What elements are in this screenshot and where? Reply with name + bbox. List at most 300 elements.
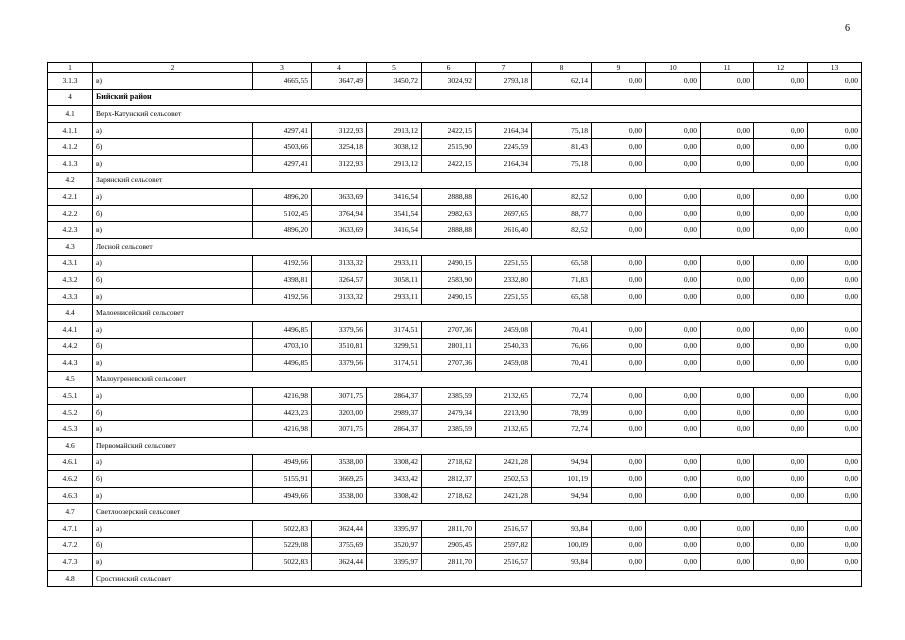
value-cell: 3633,69 <box>312 189 367 206</box>
value-cell: 0,00 <box>754 521 808 538</box>
section-row <box>48 106 862 123</box>
row-variant-label: б) <box>93 471 253 488</box>
column-header: 5 <box>367 63 422 73</box>
section-row <box>48 238 862 255</box>
value-cell: 2385,59 <box>422 421 476 438</box>
value-cell: 4216,98 <box>253 421 312 438</box>
row-variant-label: а) <box>93 521 253 538</box>
value-cell: 3520,97 <box>367 537 422 554</box>
table-row <box>48 155 862 172</box>
column-header: 6 <box>422 63 476 73</box>
value-cell: 3133,32 <box>312 255 367 272</box>
value-cell: 0,00 <box>646 321 701 338</box>
value-cell: 0,00 <box>754 554 808 571</box>
tariff-table <box>47 62 862 587</box>
row-variant-label: б) <box>93 272 253 289</box>
value-cell: 70,41 <box>532 321 592 338</box>
value-cell: 0,00 <box>701 272 754 289</box>
table-row <box>48 189 862 206</box>
row-code: 4.1.2 <box>48 139 93 156</box>
value-cell: 0,00 <box>754 454 808 471</box>
value-cell: 0,00 <box>646 222 701 239</box>
value-cell: 0,00 <box>592 338 646 355</box>
value-cell: 4192,56 <box>253 255 312 272</box>
value-cell: 0,00 <box>754 537 808 554</box>
column-header: 8 <box>532 63 592 73</box>
value-cell: 3669,25 <box>312 471 367 488</box>
value-cell: 3538,00 <box>312 454 367 471</box>
value-cell: 0,00 <box>592 355 646 372</box>
row-code: 4.5.2 <box>48 404 93 421</box>
value-cell: 0,00 <box>701 122 754 139</box>
row-title: Светлоозерский сельсовет <box>93 504 862 521</box>
row-title: Малоенисейский сельсовет <box>93 305 862 322</box>
value-cell: 2989,37 <box>367 404 422 421</box>
row-code: 4.1.3 <box>48 155 93 172</box>
value-cell: 0,00 <box>754 288 808 305</box>
value-cell: 2515,90 <box>422 139 476 156</box>
value-cell: 0,00 <box>808 139 862 156</box>
value-cell: 0,00 <box>808 73 862 90</box>
value-cell: 82,52 <box>532 189 592 206</box>
value-cell: 0,00 <box>701 554 754 571</box>
value-cell: 0,00 <box>754 139 808 156</box>
value-cell: 3633,69 <box>312 222 367 239</box>
value-cell: 2132,65 <box>476 421 532 438</box>
value-cell: 0,00 <box>701 471 754 488</box>
value-cell: 0,00 <box>701 321 754 338</box>
value-cell: 101,19 <box>532 471 592 488</box>
row-code: 4.8 <box>48 570 93 587</box>
value-cell: 3433,42 <box>367 471 422 488</box>
row-title: Первомайский сельсовет <box>93 438 862 455</box>
column-header: 4 <box>312 63 367 73</box>
table-row <box>48 338 862 355</box>
row-variant-label: в) <box>93 554 253 571</box>
value-cell: 0,00 <box>701 189 754 206</box>
value-cell: 0,00 <box>646 189 701 206</box>
value-cell: 2132,65 <box>476 388 532 405</box>
value-cell: 82,52 <box>532 222 592 239</box>
value-cell: 2812,37 <box>422 471 476 488</box>
value-cell: 2540,33 <box>476 338 532 355</box>
value-cell: 0,00 <box>592 189 646 206</box>
column-header: 7 <box>476 63 532 73</box>
value-cell: 0,00 <box>808 388 862 405</box>
row-variant-label: в) <box>93 155 253 172</box>
value-cell: 0,00 <box>754 355 808 372</box>
value-cell: 0,00 <box>754 404 808 421</box>
value-cell: 3764,94 <box>312 205 367 222</box>
value-cell: 3379,56 <box>312 321 367 338</box>
value-cell: 4503,66 <box>253 139 312 156</box>
value-cell: 75,18 <box>532 122 592 139</box>
column-header: 12 <box>754 63 808 73</box>
value-cell: 2888,88 <box>422 189 476 206</box>
value-cell: 0,00 <box>646 521 701 538</box>
section-row <box>48 305 862 322</box>
value-cell: 2933,11 <box>367 288 422 305</box>
value-cell: 0,00 <box>701 288 754 305</box>
value-cell: 2811,70 <box>422 521 476 538</box>
value-cell: 0,00 <box>646 288 701 305</box>
value-cell: 0,00 <box>646 255 701 272</box>
row-variant-label: а) <box>93 388 253 405</box>
value-cell: 0,00 <box>808 272 862 289</box>
value-cell: 0,00 <box>808 421 862 438</box>
value-cell: 2718,62 <box>422 487 476 504</box>
section-row <box>48 371 862 388</box>
value-cell: 0,00 <box>701 255 754 272</box>
row-code: 4.3.1 <box>48 255 93 272</box>
column-header: 9 <box>592 63 646 73</box>
row-variant-label: в) <box>93 222 253 239</box>
value-cell: 3450,72 <box>367 73 422 90</box>
value-cell: 2616,40 <box>476 189 532 206</box>
row-code: 4 <box>48 89 93 106</box>
value-cell: 5022,83 <box>253 554 312 571</box>
row-code: 4.2.3 <box>48 222 93 239</box>
value-cell: 0,00 <box>592 471 646 488</box>
value-cell: 100,09 <box>532 537 592 554</box>
value-cell: 2933,11 <box>367 255 422 272</box>
value-cell: 0,00 <box>646 421 701 438</box>
row-code: 4.7 <box>48 504 93 521</box>
value-cell: 0,00 <box>592 272 646 289</box>
section-row <box>48 570 862 587</box>
value-cell: 2583,90 <box>422 272 476 289</box>
value-cell: 3122,93 <box>312 122 367 139</box>
value-cell: 5155,91 <box>253 471 312 488</box>
row-variant-label: б) <box>93 338 253 355</box>
region-row <box>48 89 862 106</box>
row-code: 4.6.2 <box>48 471 93 488</box>
table-row <box>48 122 862 139</box>
value-cell: 0,00 <box>701 521 754 538</box>
value-cell: 0,00 <box>808 471 862 488</box>
value-cell: 2864,37 <box>367 388 422 405</box>
value-cell: 2801,11 <box>422 338 476 355</box>
value-cell: 4297,41 <box>253 155 312 172</box>
value-cell: 0,00 <box>646 355 701 372</box>
value-cell: 0,00 <box>701 404 754 421</box>
value-cell: 4896,20 <box>253 189 312 206</box>
value-cell: 0,00 <box>808 122 862 139</box>
row-variant-label: б) <box>93 205 253 222</box>
section-row <box>48 438 862 455</box>
row-variant-label: в) <box>93 355 253 372</box>
row-variant-label: а) <box>93 189 253 206</box>
value-cell: 0,00 <box>592 155 646 172</box>
row-code: 4.4.3 <box>48 355 93 372</box>
value-cell: 0,00 <box>754 487 808 504</box>
value-cell: 0,00 <box>754 255 808 272</box>
value-cell: 4496,85 <box>253 321 312 338</box>
row-code: 4.3 <box>48 238 93 255</box>
table-body <box>48 73 862 587</box>
value-cell: 0,00 <box>754 73 808 90</box>
value-cell: 2793,18 <box>476 73 532 90</box>
value-cell: 2516,57 <box>476 554 532 571</box>
table-row <box>48 537 862 554</box>
value-cell: 2385,59 <box>422 388 476 405</box>
value-cell: 3624,44 <box>312 521 367 538</box>
value-cell: 3264,57 <box>312 272 367 289</box>
value-cell: 2707,36 <box>422 355 476 372</box>
value-cell: 2490,15 <box>422 255 476 272</box>
value-cell: 0,00 <box>646 122 701 139</box>
value-cell: 0,00 <box>592 288 646 305</box>
value-cell: 0,00 <box>808 205 862 222</box>
value-cell: 0,00 <box>701 73 754 90</box>
value-cell: 0,00 <box>592 521 646 538</box>
row-title: Зарянский сельсовет <box>93 172 862 189</box>
value-cell: 0,00 <box>808 255 862 272</box>
value-cell: 0,00 <box>646 338 701 355</box>
row-code: 4.5.3 <box>48 421 93 438</box>
row-variant-label: б) <box>93 537 253 554</box>
value-cell: 2502,53 <box>476 471 532 488</box>
value-cell: 0,00 <box>754 122 808 139</box>
value-cell: 2164,34 <box>476 122 532 139</box>
value-cell: 0,00 <box>754 388 808 405</box>
row-title: Сростинский сельсовет <box>93 570 862 587</box>
value-cell: 0,00 <box>646 272 701 289</box>
value-cell: 2616,40 <box>476 222 532 239</box>
table-row <box>48 222 862 239</box>
row-title: Лесной сельсовет <box>93 238 862 255</box>
value-cell: 2490,15 <box>422 288 476 305</box>
row-code: 4.7.1 <box>48 521 93 538</box>
value-cell: 3024,92 <box>422 73 476 90</box>
table-row <box>48 255 862 272</box>
value-cell: 0,00 <box>754 272 808 289</box>
value-cell: 2459,08 <box>476 321 532 338</box>
row-code: 4.7.3 <box>48 554 93 571</box>
value-cell: 0,00 <box>754 321 808 338</box>
row-code: 4.6 <box>48 438 93 455</box>
row-title: Бийский район <box>93 89 862 106</box>
column-header: 3 <box>253 63 312 73</box>
value-cell: 2213,90 <box>476 404 532 421</box>
value-cell: 3510,81 <box>312 338 367 355</box>
row-code: 4.6.1 <box>48 454 93 471</box>
value-cell: 3071,75 <box>312 421 367 438</box>
value-cell: 2421,28 <box>476 487 532 504</box>
value-cell: 0,00 <box>754 222 808 239</box>
value-cell: 0,00 <box>701 421 754 438</box>
value-cell: 65,58 <box>532 288 592 305</box>
value-cell: 2905,45 <box>422 537 476 554</box>
value-cell: 70,41 <box>532 355 592 372</box>
value-cell: 72,74 <box>532 388 592 405</box>
value-cell: 5022,83 <box>253 521 312 538</box>
value-cell: 3755,69 <box>312 537 367 554</box>
value-cell: 4665,55 <box>253 73 312 90</box>
value-cell: 3203,00 <box>312 404 367 421</box>
table-row <box>48 404 862 421</box>
value-cell: 76,66 <box>532 338 592 355</box>
value-cell: 0,00 <box>808 521 862 538</box>
value-cell: 71,83 <box>532 272 592 289</box>
table-row <box>48 272 862 289</box>
value-cell: 72,74 <box>532 421 592 438</box>
value-cell: 4297,41 <box>253 122 312 139</box>
row-code: 4.1 <box>48 106 93 123</box>
value-cell: 0,00 <box>808 454 862 471</box>
value-cell: 0,00 <box>592 321 646 338</box>
row-code: 4.7.2 <box>48 537 93 554</box>
value-cell: 4192,56 <box>253 288 312 305</box>
value-cell: 0,00 <box>701 338 754 355</box>
row-title: Малоугреневский сельсовет <box>93 371 862 388</box>
table-row <box>48 487 862 504</box>
value-cell: 4496,85 <box>253 355 312 372</box>
row-variant-label: в) <box>93 487 253 504</box>
value-cell: 81,43 <box>532 139 592 156</box>
column-header: 11 <box>701 63 754 73</box>
value-cell: 3416,54 <box>367 189 422 206</box>
value-cell: 3308,42 <box>367 487 422 504</box>
value-cell: 3071,75 <box>312 388 367 405</box>
value-cell: 0,00 <box>592 122 646 139</box>
table-row <box>48 205 862 222</box>
section-row <box>48 504 862 521</box>
value-cell: 4896,20 <box>253 222 312 239</box>
value-cell: 2888,88 <box>422 222 476 239</box>
row-variant-label: б) <box>93 404 253 421</box>
column-header: 2 <box>93 63 253 73</box>
value-cell: 0,00 <box>808 554 862 571</box>
value-cell: 0,00 <box>808 338 862 355</box>
value-cell: 3379,56 <box>312 355 367 372</box>
value-cell: 0,00 <box>754 189 808 206</box>
value-cell: 3133,32 <box>312 288 367 305</box>
value-cell: 0,00 <box>701 355 754 372</box>
table-row <box>48 388 862 405</box>
column-header: 13 <box>808 63 862 73</box>
value-cell: 4949,66 <box>253 454 312 471</box>
row-code: 4.3.2 <box>48 272 93 289</box>
row-variant-label: а) <box>93 122 253 139</box>
table-row <box>48 288 862 305</box>
value-cell: 3416,54 <box>367 222 422 239</box>
value-cell: 0,00 <box>592 421 646 438</box>
value-cell: 5229,08 <box>253 537 312 554</box>
value-cell: 0,00 <box>646 139 701 156</box>
value-cell: 2479,34 <box>422 404 476 421</box>
value-cell: 0,00 <box>701 537 754 554</box>
value-cell: 0,00 <box>701 222 754 239</box>
value-cell: 3254,18 <box>312 139 367 156</box>
value-cell: 0,00 <box>592 554 646 571</box>
value-cell: 0,00 <box>646 537 701 554</box>
row-code: 4.4.2 <box>48 338 93 355</box>
value-cell: 4216,98 <box>253 388 312 405</box>
value-cell: 3395,97 <box>367 554 422 571</box>
value-cell: 5102,45 <box>253 205 312 222</box>
value-cell: 78,99 <box>532 404 592 421</box>
row-variant-label: а) <box>93 255 253 272</box>
row-variant-label: а) <box>93 454 253 471</box>
value-cell: 0,00 <box>808 155 862 172</box>
value-cell: 3538,00 <box>312 487 367 504</box>
value-cell: 2811,70 <box>422 554 476 571</box>
value-cell: 0,00 <box>592 537 646 554</box>
value-cell: 0,00 <box>646 471 701 488</box>
value-cell: 3624,44 <box>312 554 367 571</box>
value-cell: 0,00 <box>592 255 646 272</box>
table-row <box>48 471 862 488</box>
value-cell: 0,00 <box>701 139 754 156</box>
header-row <box>48 63 862 73</box>
value-cell: 0,00 <box>646 205 701 222</box>
value-cell: 2718,62 <box>422 454 476 471</box>
value-cell: 2421,28 <box>476 454 532 471</box>
table-row <box>48 321 862 338</box>
value-cell: 0,00 <box>646 454 701 471</box>
value-cell: 2245,59 <box>476 139 532 156</box>
value-cell: 0,00 <box>808 222 862 239</box>
value-cell: 0,00 <box>808 537 862 554</box>
value-cell: 3038,12 <box>367 139 422 156</box>
value-cell: 3122,93 <box>312 155 367 172</box>
value-cell: 0,00 <box>808 321 862 338</box>
value-cell: 2251,55 <box>476 255 532 272</box>
value-cell: 0,00 <box>754 155 808 172</box>
table-row <box>48 454 862 471</box>
table-row <box>48 139 862 156</box>
row-variant-label: в) <box>93 73 253 90</box>
column-header: 10 <box>646 63 701 73</box>
column-header: 1 <box>48 63 93 73</box>
value-cell: 0,00 <box>808 189 862 206</box>
value-cell: 0,00 <box>592 139 646 156</box>
value-cell: 0,00 <box>754 205 808 222</box>
row-variant-label: в) <box>93 288 253 305</box>
value-cell: 0,00 <box>592 73 646 90</box>
value-cell: 2697,65 <box>476 205 532 222</box>
value-cell: 0,00 <box>754 421 808 438</box>
value-cell: 3058,11 <box>367 272 422 289</box>
value-cell: 3308,42 <box>367 454 422 471</box>
value-cell: 3395,97 <box>367 521 422 538</box>
value-cell: 2913,12 <box>367 122 422 139</box>
value-cell: 4423,23 <box>253 404 312 421</box>
value-cell: 0,00 <box>808 355 862 372</box>
value-cell: 0,00 <box>808 487 862 504</box>
row-variant-label: в) <box>93 421 253 438</box>
row-code: 4.3.3 <box>48 288 93 305</box>
value-cell: 0,00 <box>646 155 701 172</box>
value-cell: 3174,51 <box>367 355 422 372</box>
value-cell: 0,00 <box>701 388 754 405</box>
value-cell: 88,77 <box>532 205 592 222</box>
value-cell: 0,00 <box>754 471 808 488</box>
table-row <box>48 73 862 90</box>
value-cell: 0,00 <box>646 487 701 504</box>
value-cell: 94,94 <box>532 487 592 504</box>
value-cell: 2422,15 <box>422 122 476 139</box>
value-cell: 4398,81 <box>253 272 312 289</box>
value-cell: 2422,15 <box>422 155 476 172</box>
value-cell: 0,00 <box>592 487 646 504</box>
value-cell: 2516,57 <box>476 521 532 538</box>
value-cell: 0,00 <box>592 222 646 239</box>
value-cell: 3647,49 <box>312 73 367 90</box>
value-cell: 94,94 <box>532 454 592 471</box>
table-row <box>48 521 862 538</box>
